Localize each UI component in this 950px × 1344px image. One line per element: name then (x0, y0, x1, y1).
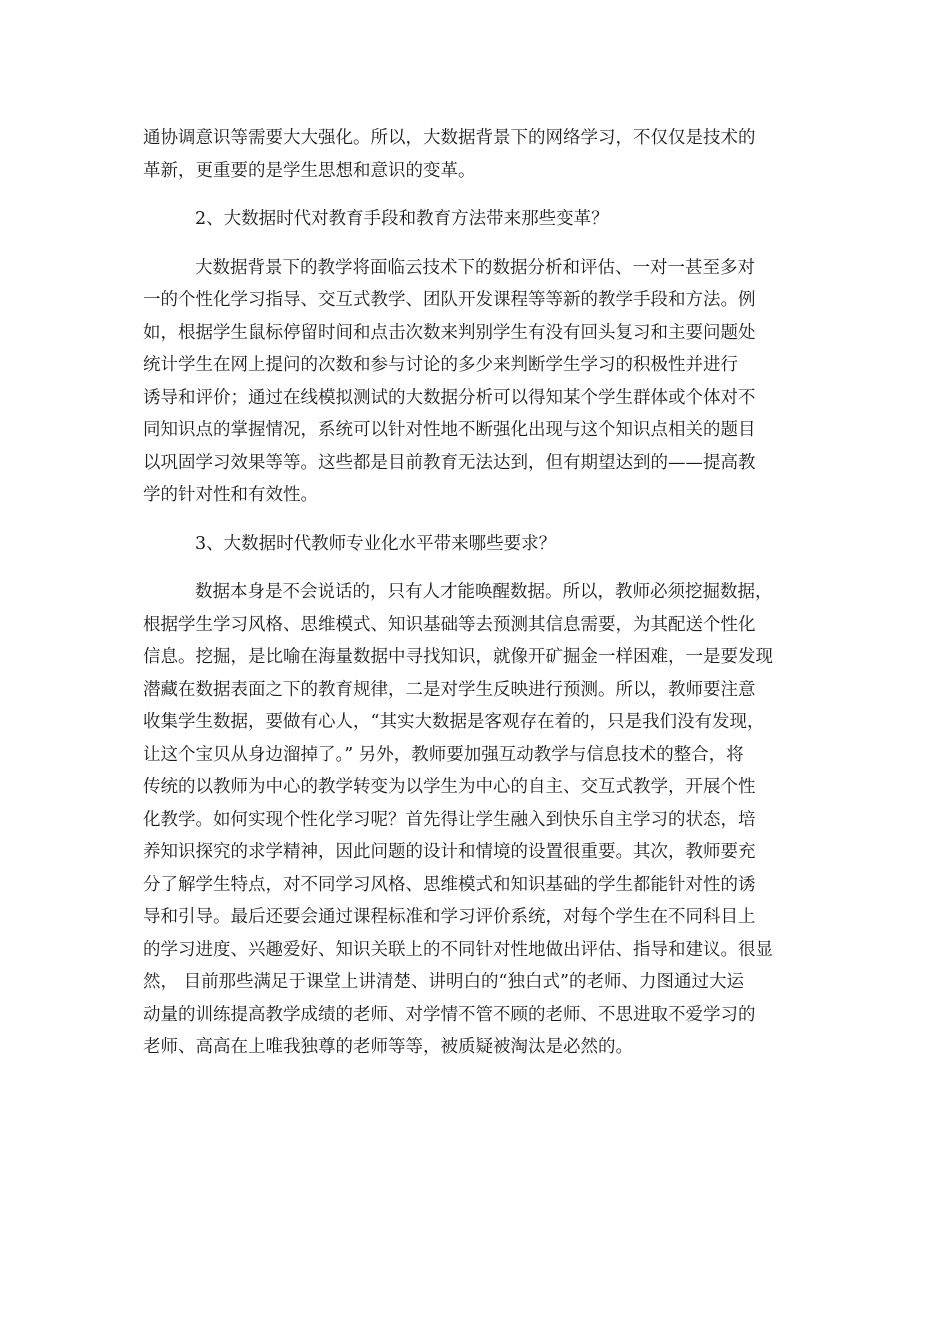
section-heading-3: 3、大数据时代教师专业化水平带来哪些要求？ (195, 533, 557, 554)
paragraph-2-line-6: 同知识点的掌握情况，系统可以针对性地不断强化出现与这个知识点相关的题目 (143, 420, 756, 440)
paragraph-2-line-4: 统计学生在网上提问的次数和参与讨论的多少来判断学生学习的积极性并进行 (143, 355, 738, 375)
paragraph-1-line-2: 革新，更重要的是学生思想和意识的变革。 (143, 160, 476, 181)
paragraph-1-line-1: 通协调意识等需要大大强化。所以，大数据背景下的网络学习，不仅仅是技术的 (143, 128, 756, 148)
paragraph-3-line-2: 根据学生学习风格、思维模式、知识基础等去预测其信息需要，为其配送个性化 (143, 614, 756, 635)
paragraph-2-line-7: 以巩固学习效果等等。这些都是目前教育无法达到，但有期望达到的——提高教 (143, 452, 756, 473)
document-page (143, 122, 811, 1064)
paragraph-2-line-3: 如，根据学生鼠标停留时间和点击次数来判别学生有没有回头复习和主要问题处 (143, 322, 756, 343)
paragraph-3-line-14: 动量的训练提高教学成绩的老师、对学情不管不顾的老师、不思进取不爱学习的 (143, 1004, 756, 1025)
paragraph-3-line-7: 传统的以教师为中心的教学转变为以学生为中心的自主、交互式教学，开展个性 (143, 777, 756, 797)
paragraph-3-line-13: 然， 目前那些满足于课堂上讲清楚、讲明白的“独白式”的老师、力图通过大运 (143, 972, 744, 992)
paragraph-2-line-8: 学的针对性和有效性。 (143, 485, 318, 505)
paragraph-3-line-8: 化教学。如何实现个性化学习呢？首先得让学生融入到快乐自主学习的状态，培 (143, 809, 756, 830)
paragraph-2-line-2: 一的个性化学习指导、交互式教学、团队开发课程等等新的教学手段和方法。例 (143, 290, 756, 310)
paragraph-2-line-5: 诱导和评价；通过在线模拟测试的大数据分析可以得知某个学生群体或个体对不 (143, 387, 756, 408)
paragraph-3-line-3: 信息。挖掘，是比喻在海量数据中寻找知识，就像开矿掘金一样困难，一是要发现 (143, 647, 773, 667)
paragraph-3-line-1: 数据本身是不会说话的，只有人才能唤醒数据。所以，教师必须挖掘数据， (195, 582, 773, 602)
section-heading-2: 2、大数据时代对教育手段和教育方法带来那些变革？ (195, 209, 609, 229)
paragraph-3-line-12: 的学习进度、兴趣爱好、知识关联上的不同针对性地做出评估、指导和建议。很显 (143, 939, 773, 960)
paragraph-3-line-11: 导和引导。最后还要会通过课程标准和学习评价系统，对每个学生在不同科目上 (143, 907, 756, 927)
paragraph-3-line-5: 收集学生数据，要做有心人，“其实大数据是客观存在着的，只是我们没有发现， (143, 712, 765, 732)
paragraph-3-line-6: 让这个宝贝从身边溜掉了。” 另外，教师要加强互动教学与信息技术的整合，将 (143, 744, 744, 765)
paragraph-2-line-1: 大数据背景下的教学将面临云技术下的数据分析和评估、一对一甚至多对 (195, 257, 755, 278)
paragraph-3-line-9: 养知识探究的求学精神，因此问题的设计和情境的设置很重要。其次，教师要充 (143, 842, 756, 862)
paragraph-3-line-15: 老师、高高在上唯我独尊的老师等等，被质疑被淘汰是必然的。 (143, 1037, 633, 1057)
paragraph-3-line-4: 潜藏在数据表面之下的教育规律，二是对学生反映进行预测。所以，教师要注意 (143, 679, 756, 700)
paragraph-3-line-10: 分了解学生特点，对不同学习风格、思维模式和知识基础的学生都能针对性的诱 (143, 874, 756, 895)
